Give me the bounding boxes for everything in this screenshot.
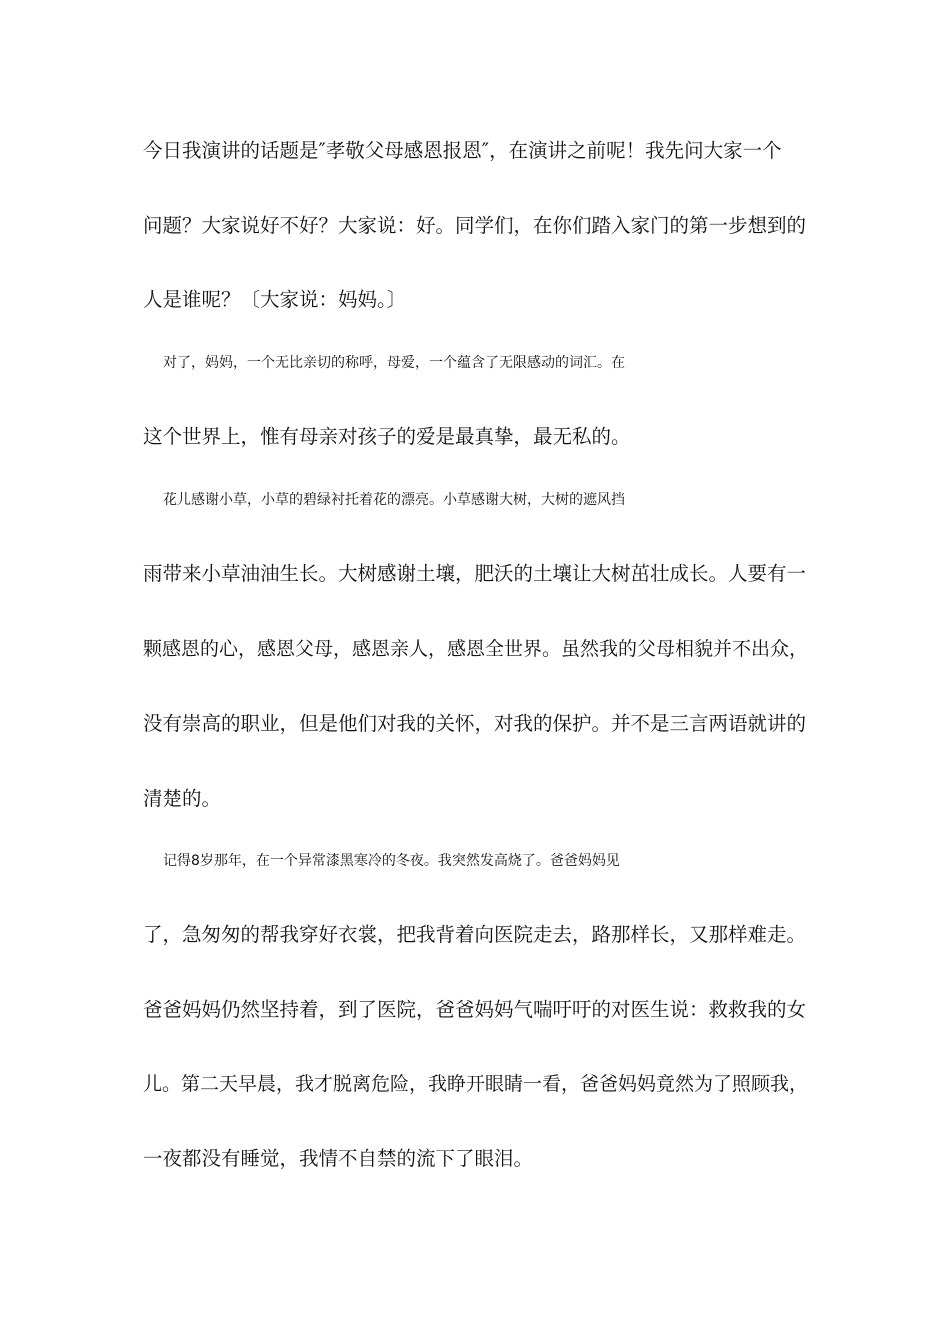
text-line: 今日我演讲的话题是″孝敬父母感恩报恩″，在演讲之前呢！我先问大家一个 — [143, 139, 782, 162]
text-line: 一夜都没有睡觉，我情不自禁的流下了眼泪。 — [143, 1147, 534, 1170]
text-line: 人是谁呢？〔大家说：妈妈。〕 — [143, 288, 407, 311]
text-line: 雨带来小草油油生长。大树感谢土壤，肥沃的土壤让大树茁壮成长。人要有一 — [143, 562, 807, 585]
text-line: 对了，妈妈，一个无比亲切的称呼，母爱，一个蕴含了无限感动的词汇。在 — [163, 355, 625, 371]
text-line: 没有崇高的职业，但是他们对我的关怀，对我的保护。并不是三言两语就讲的 — [143, 712, 807, 735]
text-line: 清楚的。 — [143, 787, 222, 810]
text-line: 了，急匆匆的帮我穿好衣裳，把我背着向医院走去，路那样长，又那样难走。 — [143, 923, 807, 946]
text-line: 记得8岁那年，在一个异常漆黑寒冷的冬夜。我突然发高烧了。爸爸妈妈见 — [163, 853, 620, 869]
text-line: 爸爸妈妈仍然坚持着，到了医院，爸爸妈妈气喘吁吁的对医生说：救救我的女 — [143, 998, 807, 1021]
text-line: 儿。第二天早晨，我才脱离危险，我睁开眼睛一看，爸爸妈妈竟然为了照顾我， — [143, 1073, 809, 1095]
text-line: 问题？大家说好不好？大家说：好。同学们，在你们踏入家门的第一步想到的 — [143, 214, 807, 237]
text-line: 颗感恩的心，感恩父母，感恩亲人，感恩全世界。虽然我的父母相貌并不出众， — [143, 638, 809, 660]
text-line: 这个世界上，惟有母亲对孩子的爱是最真挚，最无私的。 — [143, 425, 631, 448]
text-line: 花儿感谢小草，小草的碧绿衬托着花的漂亮。小草感谢大树，大树的遮风挡 — [163, 492, 625, 508]
